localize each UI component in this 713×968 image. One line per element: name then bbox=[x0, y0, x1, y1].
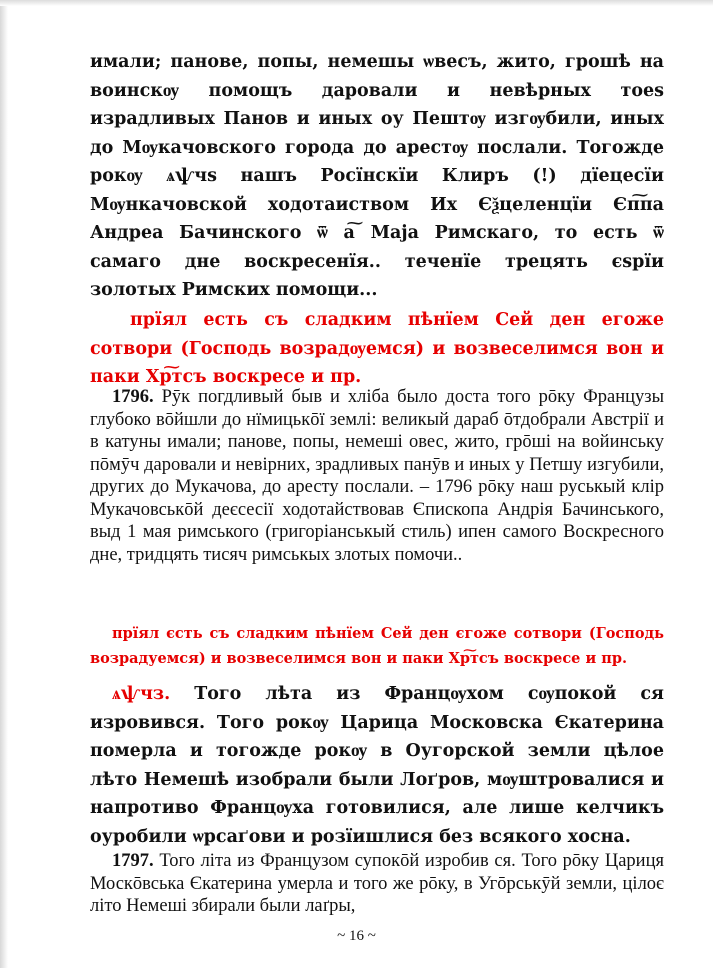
red-doxology-1 bbox=[90, 306, 664, 392]
entry-1797-text: Того літа из Французом супокōй изробив ся. Того рōку Цариця Москōвська Єкатерина умерла и того же рōку, в Угōрськӯй земли, цілоє літо Немеші збирали были лаґры, bbox=[90, 851, 664, 916]
church-slavonic-paragraph-1 bbox=[90, 48, 664, 305]
red-text-1: прїял есть съ сладким пѣнїем Сей ден егоже сотвори (Господь возрадѹемся) и возвеселимся вон и паки Хр͠тсъ воскресе и пр. bbox=[90, 310, 664, 387]
cs-text-1: имали; панове, попы, немешы ѡвесъ, жито, грошѣ на воинскѹ помощъ даровали и невѣрных тоеѕ израдливых Панов и иных оу Пештѹ изгѹбили, иных до Мѹкачовского города до арестѹ послали. Тогожде рокѹ ѧѱчѕ нашъ Росїнскїи Клиръ (!) дїецесїи Мѹнкачовской ходотаиством Их Єѯцеленцїи Єп͠па Андреа Бачинского ѿ а͠ Маја Римскаго, то есть ѿ самаго дне воскресенїя.. теченїе трецять єѕрїи золотых Римских помощи... bbox=[90, 52, 664, 300]
page-number: ~ 16 ~ bbox=[337, 928, 376, 944]
year-1797: 1797. bbox=[112, 851, 154, 871]
ukrainian-paragraph-1797 bbox=[90, 850, 664, 918]
ukrainian-paragraph-1796 bbox=[90, 386, 664, 566]
entry-1797 bbox=[90, 850, 664, 918]
cs-year-1797: ѧѱчз. bbox=[112, 684, 171, 704]
cs-entry-1797-text: Того лѣта из Францѹхом сѹпокой ся изровився. Того рокѹ Царица Московска Єкатерина померла и тогожде рокѹ в Оугорской земли цѣлое лѣто Немешѣ изобрали были Лоґров, мѹштровалися и напротиво Францѹха готовилися, але лише келчикъ оуробили ѡрсаґови и розїишлися без всякого хосна. bbox=[90, 684, 664, 847]
year-1796: 1796. bbox=[112, 387, 154, 407]
page-shadow-left bbox=[0, 0, 8, 968]
cs-entry-1797 bbox=[90, 680, 664, 851]
red-text-2: прїял єсть съ сладким пѣнїем Сей ден єгоже сотвори (Господь возрадуемся) и возвеселимся вон и паки Хр͠тсъ воскресе и пр. bbox=[90, 624, 664, 667]
entry-1796-text: Рӯк погдливый быв и хліба было доста того рōку Французы глубоко вōйшли до нїмицькōї землі: великый дараб ōтдобрали Австрії и в катуны имали; панове, попы, немеші овес, жито, грōші на войинську пōмӯч даровали и невірних, зрадливых панӯв и иных у Петшу изгубили, других до Мукачова, до аресту послали. – 1796 рōку наш руськый клір Мукачовськōй деєсесії ходотайствовав Єпископа Андрія Бачинського, выд 1 мая римського (григоріанськый стиль) ипен самого Воскресного дне, тридцять тисяч римськых злотых помочи.. bbox=[90, 387, 664, 565]
page-shadow-top bbox=[0, 0, 713, 6]
red-doxology-2 bbox=[90, 606, 664, 685]
church-slavonic-paragraph-1797 bbox=[90, 680, 664, 851]
entry-1796 bbox=[90, 386, 664, 566]
